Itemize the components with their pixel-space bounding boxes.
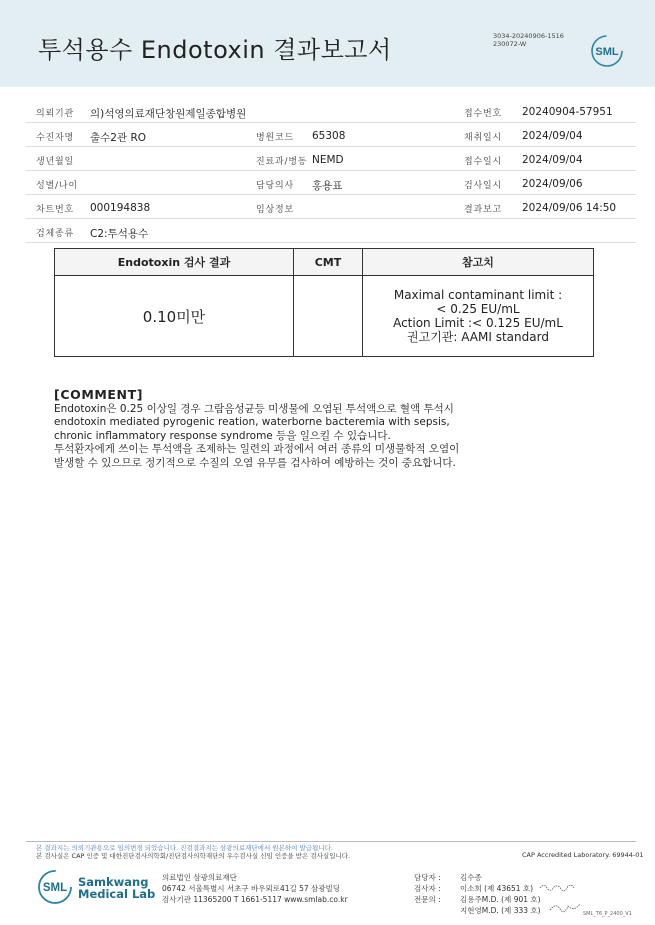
info-row <box>26 147 636 171</box>
result-value-cell <box>55 276 294 357</box>
comment-line: endotoxin mediated pyrogenic reation, waterborne bacteremia with sepsis, <box>54 416 450 429</box>
info-label: 검사일시 <box>464 181 502 191</box>
reference-line: Action Limit :< 0.125 EU/mL <box>393 316 563 330</box>
logo-text: SML <box>595 46 619 58</box>
info-label: 검체종류 <box>36 229 74 239</box>
brand-line: Samkwang <box>78 875 149 889</box>
info-label: 임상정보 <box>256 205 294 215</box>
document-codes <box>493 32 564 48</box>
reference-line: 권고기관: AAMI standard <box>407 330 549 344</box>
info-label: 결과보고 <box>464 205 502 215</box>
info-value: 2024/09/06 14:50 <box>522 202 617 214</box>
footer-notice-modified: 본 결과지는 의뢰기관용으로 임의변경 되었습니다. 진검결과지는 삼광의료재단에서 원본하여 발급됩니다. <box>36 844 333 852</box>
info-value: 65308 <box>312 130 346 142</box>
form-code: SML_T6_P_2400_V1 <box>583 911 632 917</box>
footer-logo-text: SML <box>42 882 68 894</box>
header-reference: 참고치 <box>363 249 594 276</box>
brand-line: Medical Lab <box>78 887 156 901</box>
info-value: NEMD <box>312 154 344 166</box>
staff-name: 지현영M.D. (제 333 호) <box>460 906 541 915</box>
staff-name: 이소희 (제 43651 호) <box>460 884 534 893</box>
header-endotoxin: Endotoxin 검사 결과 <box>55 249 294 276</box>
staff-name: 김수종 <box>460 873 482 882</box>
result-table-row <box>55 276 594 357</box>
comment-line: chronic inflammatory response syndrome 등을 일으킬 수 있습니다. <box>54 429 391 442</box>
report-title: 투석용수 Endotoxin 결과보고서 <box>38 36 392 64</box>
header-cmt: CMT <box>294 249 363 276</box>
sml-logo-icon <box>590 34 624 68</box>
info-row <box>26 99 636 123</box>
reference-cell <box>363 276 594 357</box>
patient-info-grid <box>26 99 636 243</box>
staff-row <box>414 894 541 905</box>
info-label: 병원코드 <box>256 133 294 143</box>
comment-line: Endotoxin은 0.25 이상일 경우 그람음성균등 미생물에 오염된 투석액으로 혈액 투석시 <box>54 402 454 415</box>
staff-role: 전문의 : <box>414 895 441 904</box>
staff-name: 김용주M.D. (제 901 호) <box>460 895 541 904</box>
info-label: 생년월일 <box>36 157 74 167</box>
doc-code-secondary: 230072-W <box>493 40 527 48</box>
staff-role: 담당자 : <box>414 873 441 882</box>
info-row <box>26 123 636 147</box>
result-table <box>54 248 594 357</box>
info-label: 수진자명 <box>36 133 74 143</box>
info-value: 출수2관 RO <box>90 132 147 144</box>
info-label: 차트번호 <box>36 205 74 215</box>
info-row <box>26 171 636 195</box>
info-label: 접수번호 <box>464 109 502 119</box>
comment-line: 발생할 수 있으므로 정기적으로 수질의 오염 유무를 검사하여 예방하는 것이 중요합니다. <box>54 456 456 469</box>
address-line: 06742 서울특별시 서초구 바우뫼로41길 57 삼광빌딩 <box>162 884 341 893</box>
info-label: 접수일시 <box>464 157 502 167</box>
address-line: 검사기관 11365200 T 1661-5117 www.smlab.co.kr <box>162 895 348 904</box>
brand-name <box>78 876 155 900</box>
sml-footer-logo-icon <box>36 868 74 906</box>
info-label: 진료과/병동 <box>256 157 308 167</box>
result-value: 0.10미만 <box>142 307 206 326</box>
lab-address <box>162 872 348 905</box>
info-label: 담당의사 <box>256 181 294 191</box>
info-row <box>26 195 636 219</box>
signature-physician-icon <box>548 900 582 914</box>
signature-inspector-icon <box>538 882 576 892</box>
comment-line: 투석환자에게 쓰이는 투석액을 조제하는 일련의 과정에서 여러 종류의 미생물학적 오염이 <box>54 443 460 456</box>
info-label: 의뢰기관 <box>36 109 74 119</box>
info-value: 의)석영의료재단창원제일종합병원 <box>90 108 247 120</box>
comment-title: [COMMENT] <box>54 387 144 402</box>
info-value: 2024/09/04 <box>522 154 583 166</box>
cmt-cell <box>294 276 363 357</box>
address-line: 의료법인 삼광의료재단 <box>162 873 237 882</box>
info-value: 홍용표 <box>312 180 343 192</box>
info-value: 2024/09/06 <box>522 178 583 190</box>
staff-role: 검사자 : <box>414 884 441 893</box>
doc-code-primary: 3034-20240906-1516 <box>493 32 564 40</box>
footer-notice-certification: 본 검사실은 CAP 인증 및 대한진단검사의학회/진단검사의학재단의 우수검사실 신임 인증을 받은 검사실입니다. <box>36 852 351 860</box>
report-header <box>0 0 655 87</box>
cap-accreditation: CAP Accredited Laboratory. 69944-01 <box>522 851 644 859</box>
staff-list <box>414 872 541 916</box>
info-label: 채취일시 <box>464 133 502 143</box>
comment-section <box>54 388 524 471</box>
info-label: 성별/나이 <box>36 181 78 191</box>
info-value: 20240904-57951 <box>522 106 613 118</box>
reference-line: < 0.25 EU/mL <box>436 302 520 316</box>
result-table-header <box>55 249 594 276</box>
reference-line: Maximal contaminant limit : <box>393 288 563 302</box>
staff-row <box>414 905 541 916</box>
info-row <box>26 219 636 243</box>
staff-row <box>414 883 541 894</box>
staff-row <box>414 872 541 883</box>
footer-divider <box>26 841 636 842</box>
info-value: C2:투석용수 <box>90 228 149 240</box>
info-value: 2024/09/04 <box>522 130 583 142</box>
info-value: 000194838 <box>90 202 151 214</box>
